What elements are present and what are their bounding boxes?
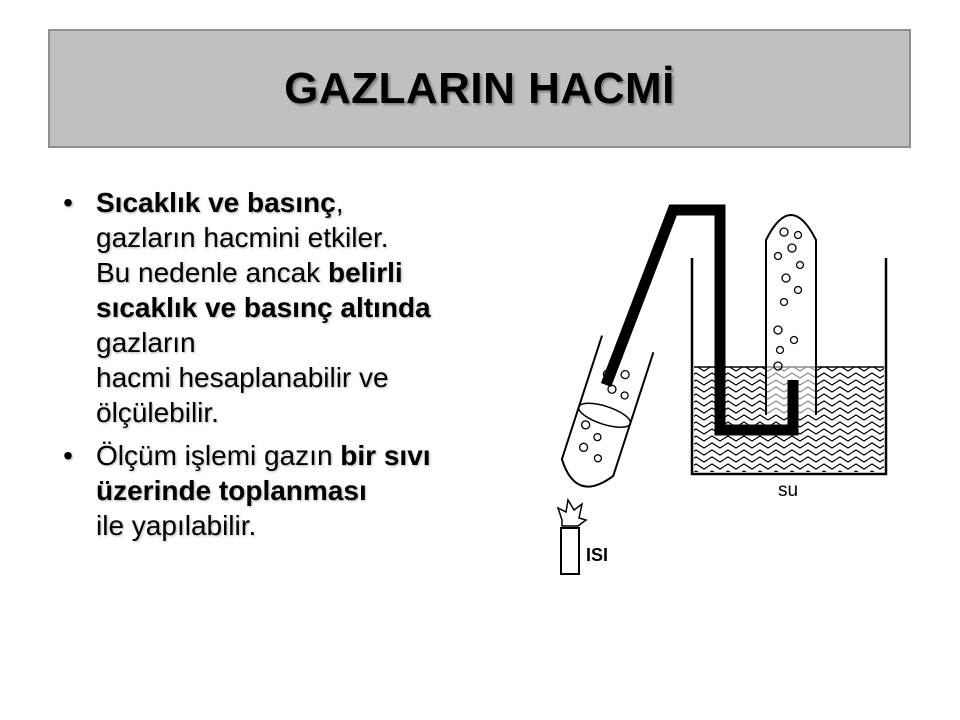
bullet-line [96,290,528,325]
bold-text: bir sıvı [340,440,431,471]
bold-text: sıcaklık ve basınç altında [96,292,431,323]
bullet-list [58,185,528,551]
title-banner [48,29,911,148]
bullet-line [96,220,528,255]
bullet-line [96,395,528,430]
text-segment: ölçülebilir. [96,397,219,428]
text-segment: hacmi hesaplanabilir ve [96,362,389,393]
text-segment: Bu nedenle ancak [96,257,328,288]
bullet-dot-icon: • [63,440,73,471]
bullet-line [96,438,528,473]
text-segment: Ölçüm işlemi gazın [96,440,341,471]
slide-title: GAZLARIN HACMİ [284,63,675,113]
bold-text: Sıcaklık ve basınç [96,187,336,218]
water-label: su [778,480,799,501]
bullet-item [58,438,528,543]
text-segment: gazların hacmini etkiler. [96,222,389,253]
bold-text: üzerinde toplanması [96,475,367,506]
bullet-line [96,255,528,290]
bullet-line [96,508,528,543]
gas-collection-diagram [548,190,898,590]
bullet-line [96,360,528,395]
burner-body [561,528,579,574]
flame-icon [558,500,586,526]
bullet-line [96,185,528,220]
bullet-dot-icon: • [63,187,73,218]
heat-label: ISI [586,545,609,565]
bold-text: belirli [327,257,403,288]
heat-source [558,500,608,574]
text-segment: gazların [96,327,196,358]
bullet-line [96,325,528,360]
text-segment: ile yapılabilir. [96,510,257,541]
reaction-tube [556,336,653,494]
bullet-item [58,185,528,430]
text-segment: , [335,187,344,218]
bullet-line [96,473,528,508]
